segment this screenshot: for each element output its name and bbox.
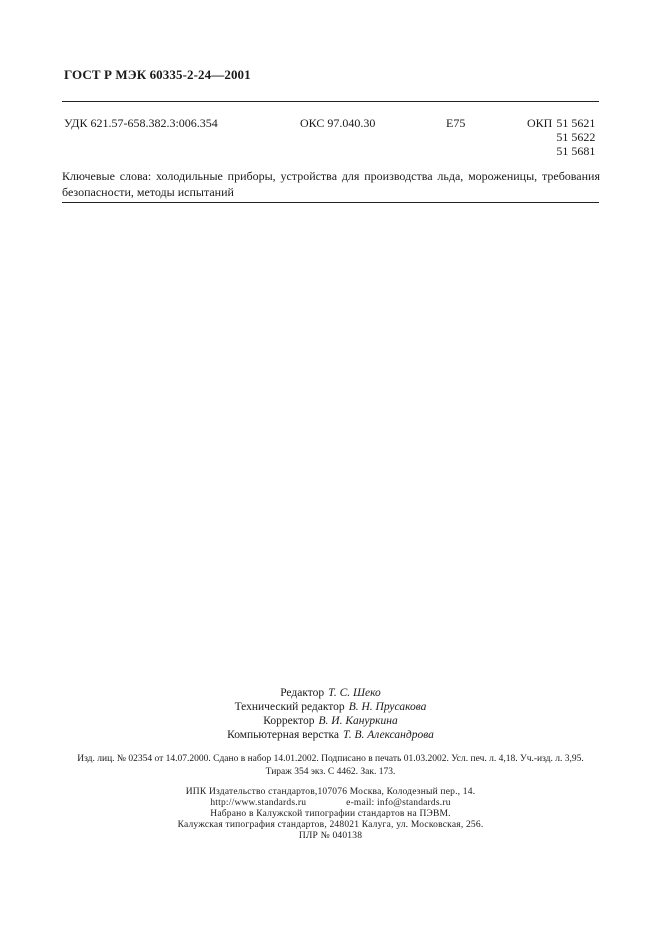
publisher-contacts [0,798,661,809]
print-info-line-1: Изд. лиц. № 02354 от 14.07.2000. Сдано в набор 14.01.2002. Подписано в печать 01.03.2002. Усл. печ. л. 4,18. Уч.-изд. л. 3,95. [77,754,584,764]
publisher-line-3: Набрано в Калужской типографии стандартов на ПЭВМ. [210,809,451,819]
credit-technical-editor [0,700,661,714]
e-code: Е75 [446,116,466,130]
credit-role: Корректор [263,715,315,727]
okp-code-3: 51 5681 [556,144,596,158]
publisher-line-5: ПЛР № 040138 [298,831,363,841]
credit-proofreader [0,714,661,728]
keywords-divider [62,202,599,203]
credit-role: Компьютерная верстка [227,729,340,741]
credit-name: Т. С. Шеко [328,687,381,699]
top-divider [62,101,599,102]
credit-role: Технический редактор [234,701,345,713]
publisher-email: e-mail: info@standards.ru [346,798,451,808]
credit-name: Т. В. Александрова [343,729,434,741]
publisher-line-1: ИПК Издательство стандартов,107076 Москва, Колодезный пер., 14. [185,787,476,797]
okp-label: ОКП [527,116,553,130]
okp-codes [556,116,595,158]
okp-block [527,116,595,158]
credit-editor [0,686,661,700]
standard-designation: ГОСТ Р МЭК 60335-2-24—2001 [64,67,251,82]
credit-name: В. И. Кануркина [318,715,398,727]
publisher-website: http://www.standards.ru [210,798,307,808]
udk-code: УДК 621.57-658.382.3:006.354 [64,116,218,130]
publisher-info [0,787,661,842]
publisher-line-4: Калужская типография стандартов, 248021 Калуга, ул. Московская, 256. [177,820,484,830]
okp-code-2: 51 5622 [556,130,596,144]
keywords-paragraph: Ключевые слова: холодильные приборы, устройства для производства льда, мороженицы, требования безопасности, методы испытаний [62,169,600,199]
print-info [0,753,661,779]
oks-code: ОКС 97.040.30 [300,116,376,130]
credit-name: В. Н. Прусакова [348,701,427,713]
okp-code-1: 51 5621 [556,116,596,130]
print-info-line-2: Тираж 354 экз. С 4462. Зак. 173. [265,767,396,777]
credits-block [0,686,661,742]
credit-layout [0,728,661,742]
credit-role: Редактор [280,687,325,699]
